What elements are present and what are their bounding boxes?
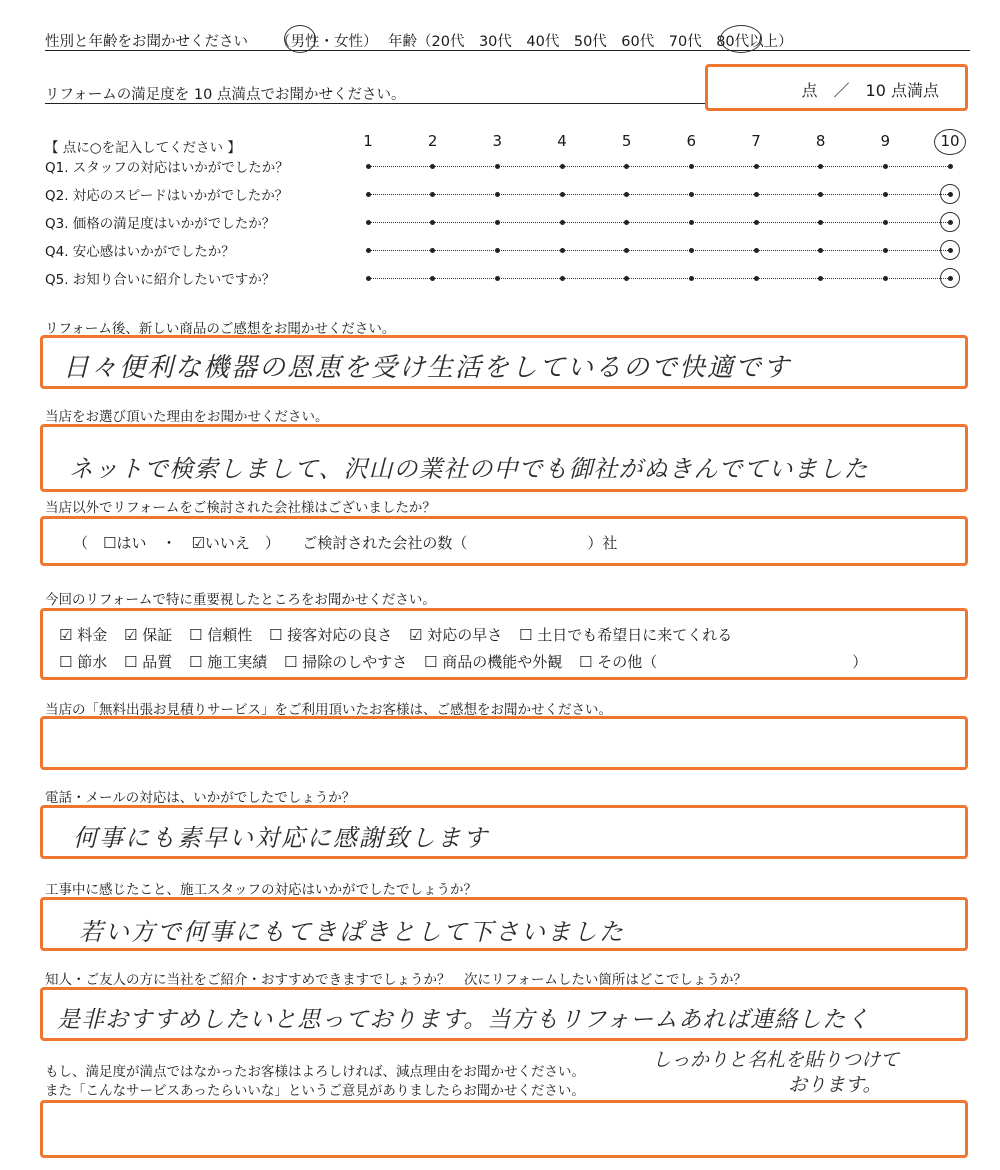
rating-point[interactable] <box>366 164 371 169</box>
rating-point[interactable] <box>366 276 371 281</box>
scale-number: 4 <box>557 132 567 150</box>
age-options: 年齢（20代 30代 40代 50代 60代 70代 80代以上） <box>388 34 793 50</box>
rating-point[interactable] <box>624 192 629 197</box>
rating-point[interactable] <box>495 220 500 225</box>
satisfaction-score-box[interactable] <box>705 64 968 111</box>
recommend-note-line1: しっかりと名札を貼りつけて <box>652 1049 900 1071</box>
rating-point[interactable] <box>689 248 694 253</box>
rating-point[interactable] <box>624 164 629 169</box>
rating-point[interactable] <box>495 164 500 169</box>
recommend-answer: 是非おすすめしたいと思っております。当方もリフォームあれば連絡したく <box>57 1007 871 1033</box>
rating-point[interactable] <box>560 164 565 169</box>
rating-point[interactable] <box>560 220 565 225</box>
rating-point[interactable] <box>430 220 435 225</box>
impression-answer: 日々便利な機器の恩恵を受け生活をしているので快適です <box>63 353 792 383</box>
priority-cleaning[interactable]: ☐ 掃除のしやすさ <box>284 653 408 671</box>
priority-row-1 <box>59 624 744 645</box>
rating-point[interactable] <box>754 248 759 253</box>
scale-number: 5 <box>621 132 632 150</box>
estimate-answer-box[interactable] <box>40 716 968 770</box>
rating-point[interactable] <box>754 276 759 281</box>
phone-answer-box[interactable] <box>40 805 968 859</box>
rating-scale-line <box>368 250 950 251</box>
deduction-question: もし、満足度が満点ではなかったお客様はよろしければ、減点理由をお聞かせください。 <box>45 1064 585 1080</box>
rating-scale-line <box>368 166 950 167</box>
rating-point[interactable] <box>430 276 435 281</box>
rating-point[interactable] <box>624 248 629 253</box>
construction-answer: 若い方で何事にもてきぱきとして下さいました <box>79 918 625 946</box>
construction-question: 工事中に感じたこと、施工スタッフの対応はいかがでしたでしょうか？ <box>45 882 477 898</box>
priority-price[interactable]: ☑ 料金 <box>59 626 108 644</box>
rating-point[interactable] <box>883 276 888 281</box>
gender-circle-mark <box>284 25 316 53</box>
rating-point[interactable] <box>366 220 371 225</box>
recommend-answer-box[interactable] <box>40 987 968 1041</box>
rating-point[interactable] <box>818 192 823 197</box>
rating-point[interactable] <box>818 276 823 281</box>
scale-number: 3 <box>492 132 503 150</box>
other-company-answer: （ ☐はい ・ ☑いいえ ） ご検討された会社の数（ ）社 <box>73 534 618 552</box>
reason-answer-box[interactable] <box>40 424 968 492</box>
reason-answer: ネットで検索しまして、沢山の業社の中でも御社がぬきんでていました <box>69 455 869 483</box>
suggestion-question: また「こんなサービスあったらいいな」というご意見がありましたらお聞かせください。 <box>45 1083 585 1099</box>
gender-options: （男性・女性） <box>276 34 378 50</box>
priority-warranty[interactable]: ☑ 保証 <box>124 626 173 644</box>
satisfaction-rule <box>45 103 705 104</box>
rating-question-label: Q1. スタッフの対応はいかがでしたか？ <box>45 160 289 176</box>
rating-point[interactable] <box>818 164 823 169</box>
estimate-question: 当店の「無料出張お見積りサービス」をご利用頂いたお客様は、ご感想をお聞かせください。 <box>45 702 612 718</box>
scale-number: 10 <box>940 132 960 150</box>
scale-number: 8 <box>815 132 826 150</box>
priority-row-2 <box>59 651 879 672</box>
rating-point[interactable] <box>689 164 694 169</box>
scale-number: 2 <box>427 132 438 150</box>
impression-answer-box[interactable] <box>40 335 968 389</box>
priority-other[interactable]: ☐ その他（ ） <box>579 653 868 671</box>
satisfaction-score-label: 点 ／ 10 点満点 <box>801 81 939 100</box>
priority-speed[interactable]: ☑ 対応の早さ <box>409 626 503 644</box>
priority-function[interactable]: ☐ 商品の機能や外観 <box>424 653 563 671</box>
rating-point[interactable] <box>495 192 500 197</box>
priority-weekend[interactable]: ☐ 土日でも希望日に来てくれる <box>519 626 733 644</box>
scale-number: 7 <box>751 132 761 150</box>
rating-point[interactable] <box>560 192 565 197</box>
rating-point[interactable] <box>430 164 435 169</box>
rating-selected-circle-mark <box>940 212 960 232</box>
rating-instruction: 【 点に○を記入してください 】 <box>45 140 241 156</box>
rating-question-label: Q5. お知り合いに紹介したいですか？ <box>45 272 276 288</box>
rating-point[interactable] <box>430 248 435 253</box>
rating-point[interactable] <box>754 192 759 197</box>
priority-water-saving[interactable]: ☐ 節水 <box>59 653 108 671</box>
rating-point[interactable] <box>495 248 500 253</box>
rating-point[interactable] <box>366 248 371 253</box>
other-company-box[interactable] <box>40 516 968 566</box>
priority-reliability[interactable]: ☐ 信頼性 <box>189 626 253 644</box>
rating-selected-circle-mark <box>940 268 960 288</box>
recommend-question: 知人・ご友人の方に当社をご紹介・おすすめできますでしょうか？ 次にリフォームしたい箇所はどこでしょうか？ <box>45 972 747 988</box>
rating-point[interactable] <box>818 248 823 253</box>
rating-point[interactable] <box>624 276 629 281</box>
gender-age-question: 性別と年齢をお聞かせください <box>45 34 248 50</box>
phone-question: 電話・メールの対応は、いかがでしたでしょうか？ <box>45 790 356 806</box>
rating-point[interactable] <box>366 192 371 197</box>
rating-selected-circle-mark <box>940 240 960 260</box>
rating-scale-line <box>368 222 950 223</box>
phone-answer: 何事にも素早い対応に感謝致します <box>73 824 489 852</box>
rating-point[interactable] <box>883 248 888 253</box>
rating-point[interactable] <box>495 276 500 281</box>
rating-point[interactable] <box>883 220 888 225</box>
rating-point[interactable] <box>560 248 565 253</box>
other-company-question: 当店以外でリフォームをご検討された会社様はございましたか？ <box>45 500 436 516</box>
rating-point[interactable] <box>754 220 759 225</box>
rating-point[interactable] <box>430 192 435 197</box>
rating-point[interactable] <box>624 220 629 225</box>
recommend-note-line2: おります。 <box>788 1074 882 1096</box>
scale-number: 1 <box>363 132 373 150</box>
rating-point[interactable] <box>689 220 694 225</box>
rating-question-label: Q2. 対応のスピードはいかがでしたか？ <box>45 188 289 204</box>
impression-question: リフォーム後、新しい商品のご感想をお聞かせください。 <box>45 321 396 337</box>
rating-scale-line <box>368 194 950 195</box>
scale-number: 9 <box>880 132 891 150</box>
scale-number: 6 <box>686 132 697 150</box>
header-rule <box>45 50 970 51</box>
reason-question: 当店をお選び頂いた理由をお聞かせください。 <box>45 409 329 425</box>
rating-point[interactable] <box>948 164 953 169</box>
construction-answer-box[interactable] <box>40 897 968 951</box>
priority-box <box>40 608 968 680</box>
rating-point[interactable] <box>560 276 565 281</box>
rating-point[interactable] <box>689 192 694 197</box>
rating-point[interactable] <box>883 192 888 197</box>
rating-question-label: Q4. 安心感はいかがでしたか？ <box>45 244 235 260</box>
rating-point[interactable] <box>754 164 759 169</box>
rating-question-label: Q3. 価格の満足度はいかがでしたか？ <box>45 216 276 232</box>
rating-point[interactable] <box>883 164 888 169</box>
priority-question: 今回のリフォームで特に重要視したところをお聞かせください。 <box>45 592 436 608</box>
rating-selected-circle-mark <box>940 184 960 204</box>
age-circle-mark <box>720 25 762 53</box>
deduction-answer-box[interactable] <box>40 1100 968 1158</box>
scale-10-circle-mark <box>934 129 966 155</box>
priority-quality[interactable]: ☐ 品質 <box>124 653 173 671</box>
rating-point[interactable] <box>689 276 694 281</box>
satisfaction-question: リフォームの満足度を 10 点満点でお聞かせください。 <box>45 87 406 103</box>
priority-service[interactable]: ☐ 接客対応の良さ <box>269 626 393 644</box>
priority-track-record[interactable]: ☐ 施工実績 <box>189 653 268 671</box>
rating-scale-line <box>368 278 950 279</box>
rating-point[interactable] <box>818 220 823 225</box>
